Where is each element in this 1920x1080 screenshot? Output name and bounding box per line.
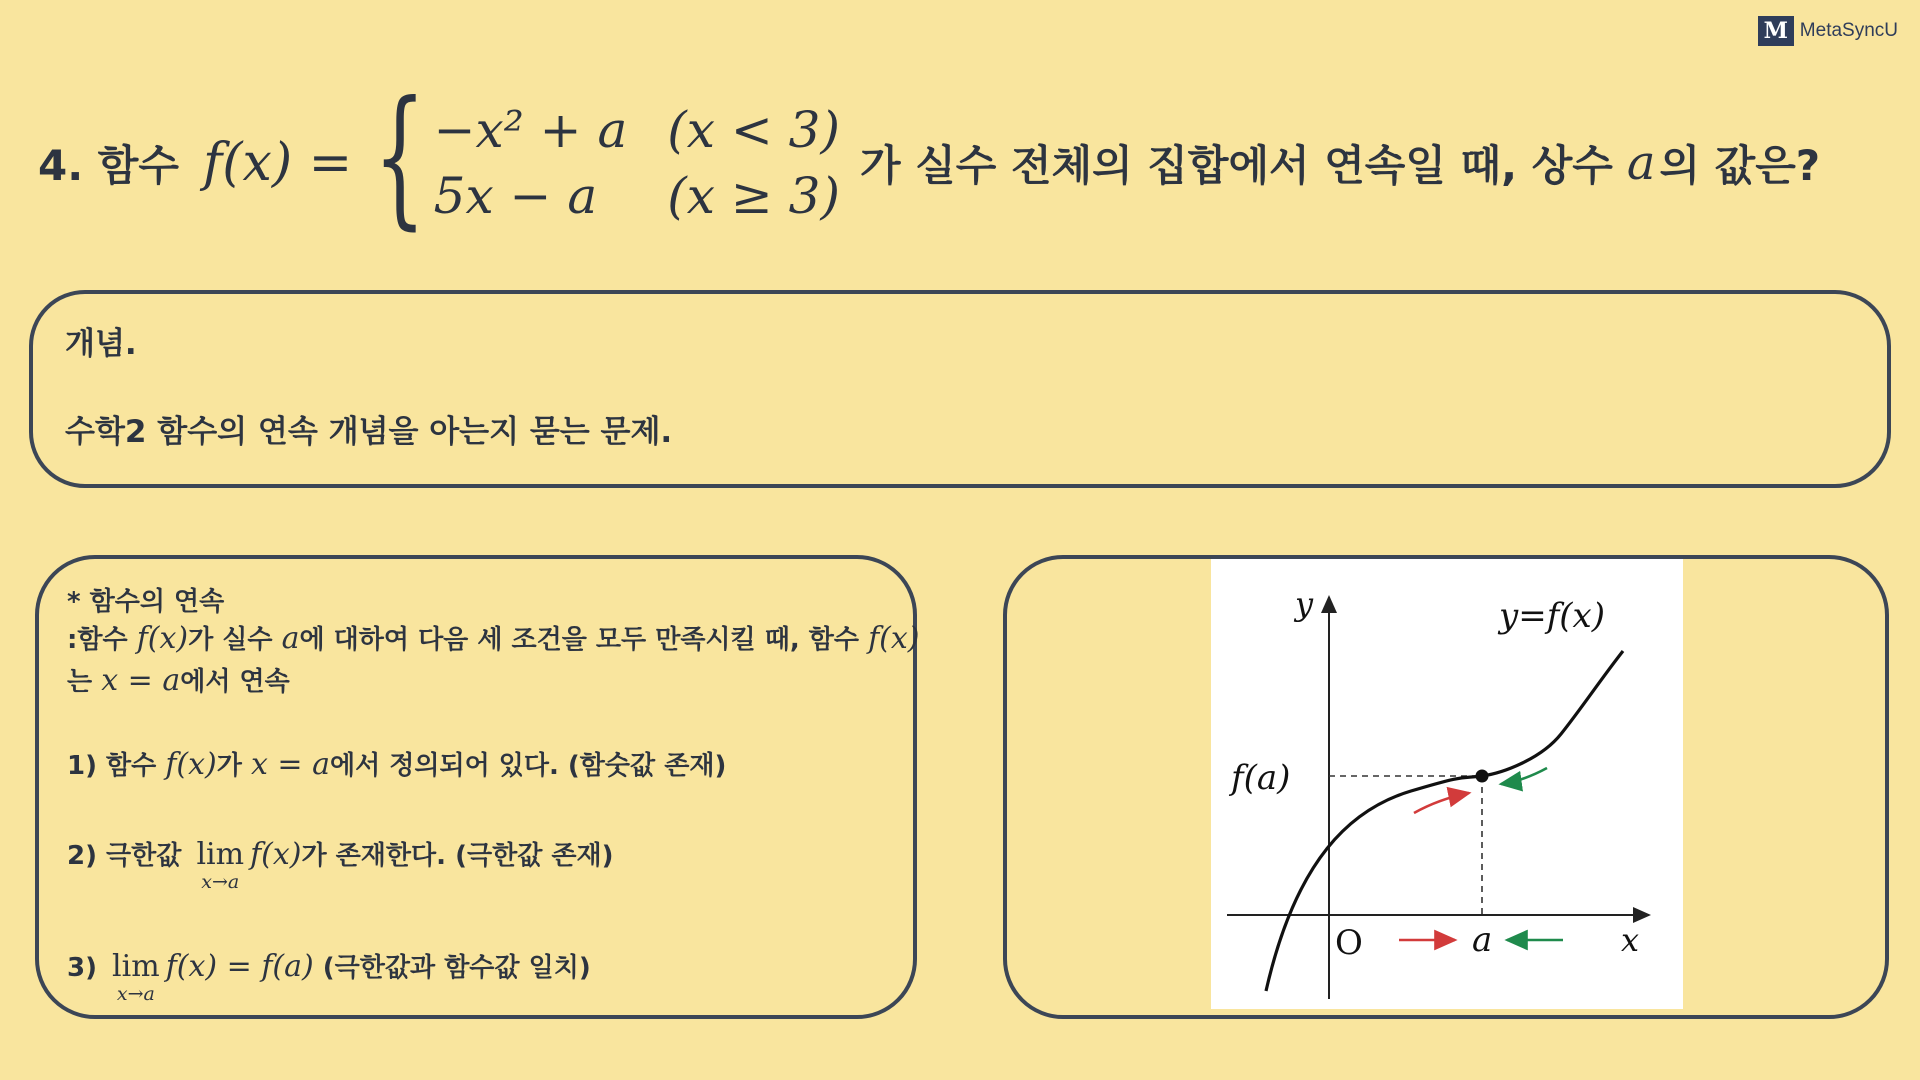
def-l2a: 는 bbox=[67, 667, 93, 697]
graph-box bbox=[1003, 555, 1889, 1019]
question bbox=[38, 70, 1821, 244]
c2-lim-sub: x→a bbox=[201, 871, 240, 893]
c3-eq: f(x) = f(a) bbox=[165, 949, 314, 984]
case1-expr: −x² + a bbox=[433, 101, 628, 159]
left-approach-arrow-curve bbox=[1414, 793, 1469, 813]
c2-limit bbox=[196, 837, 245, 893]
concept-text: 수학2 함수의 연속 개념을 아는지 묻는 문제. bbox=[65, 414, 673, 450]
definition-line2 bbox=[67, 661, 290, 698]
c1-fx: f(x) bbox=[165, 747, 217, 782]
question-number: 4. 함수 bbox=[38, 141, 179, 190]
logo bbox=[1758, 16, 1898, 46]
case1-cond: (x < 3) bbox=[667, 101, 840, 159]
def-l2-eq: x = a bbox=[101, 663, 181, 698]
def-l1-var: a bbox=[281, 621, 300, 656]
c2-fx: f(x) bbox=[250, 837, 302, 872]
definition-heading: * 함수의 연속 bbox=[67, 587, 225, 617]
c3-limit bbox=[112, 949, 160, 1005]
continuity-graph bbox=[1211, 559, 1683, 1009]
question-tail-2: 의 값은? bbox=[1659, 141, 1821, 190]
logo-text: MetaSyncU bbox=[1799, 20, 1898, 41]
c3-num: 3) bbox=[67, 953, 97, 983]
def-l2b: 에서 연속 bbox=[180, 667, 290, 697]
case2-cond: (x ≥ 3) bbox=[667, 167, 840, 225]
c1-b: 가 bbox=[216, 751, 242, 781]
logo-mark: M bbox=[1758, 16, 1794, 46]
c3-lim: lim bbox=[112, 949, 160, 984]
graph-svg bbox=[1211, 559, 1683, 1009]
condition-1 bbox=[67, 745, 726, 782]
def-l1b: 가 실수 bbox=[188, 625, 273, 655]
c2-b: 가 존재한다. (극한값 존재) bbox=[301, 841, 614, 871]
c1-num: 1) 함수 bbox=[67, 751, 157, 781]
case2-expr: 5x − a bbox=[433, 167, 598, 225]
origin-label: O bbox=[1335, 923, 1363, 963]
def-l1-fx: f(x) bbox=[136, 621, 189, 656]
c3-b: (극한값과 함수값 일치) bbox=[322, 953, 591, 983]
question-fx: f(x) = bbox=[202, 133, 353, 193]
a-label: a bbox=[1472, 920, 1493, 960]
concept-title: 개념. bbox=[65, 326, 137, 362]
question-tail-1: 가 실수 전체의 집합에서 연속일 때, 상수 bbox=[860, 141, 1613, 190]
question-tail-var: a bbox=[1626, 135, 1656, 191]
piecewise-cases bbox=[434, 101, 840, 225]
condition-3 bbox=[67, 947, 591, 1005]
x-axis-label: x bbox=[1621, 921, 1640, 959]
c1-eq: x = a bbox=[250, 747, 330, 782]
curve-label: y=f(x) bbox=[1499, 596, 1605, 636]
definition-line1 bbox=[67, 619, 920, 656]
c1-c: 에서 정의되어 있다. (함숫값 존재) bbox=[329, 751, 727, 781]
c3-lim-sub: x→a bbox=[116, 983, 155, 1005]
definition-box bbox=[35, 555, 920, 1019]
concept-box bbox=[29, 290, 1891, 488]
cases-brace: { bbox=[373, 70, 427, 244]
def-l1-fx2: f(x) bbox=[868, 621, 920, 656]
c2-num: 2) 극한값 bbox=[67, 841, 182, 871]
condition-2 bbox=[67, 835, 614, 893]
def-l1c: 에 대하여 다음 세 조건을 모두 만족시킬 때, 함수 bbox=[299, 625, 859, 655]
y-axis-label: y bbox=[1295, 585, 1314, 623]
def-l1a: :함수 bbox=[67, 625, 128, 655]
c2-lim: lim bbox=[196, 837, 245, 872]
fa-label: f(a) bbox=[1231, 758, 1291, 798]
point-a-fa bbox=[1476, 770, 1489, 783]
